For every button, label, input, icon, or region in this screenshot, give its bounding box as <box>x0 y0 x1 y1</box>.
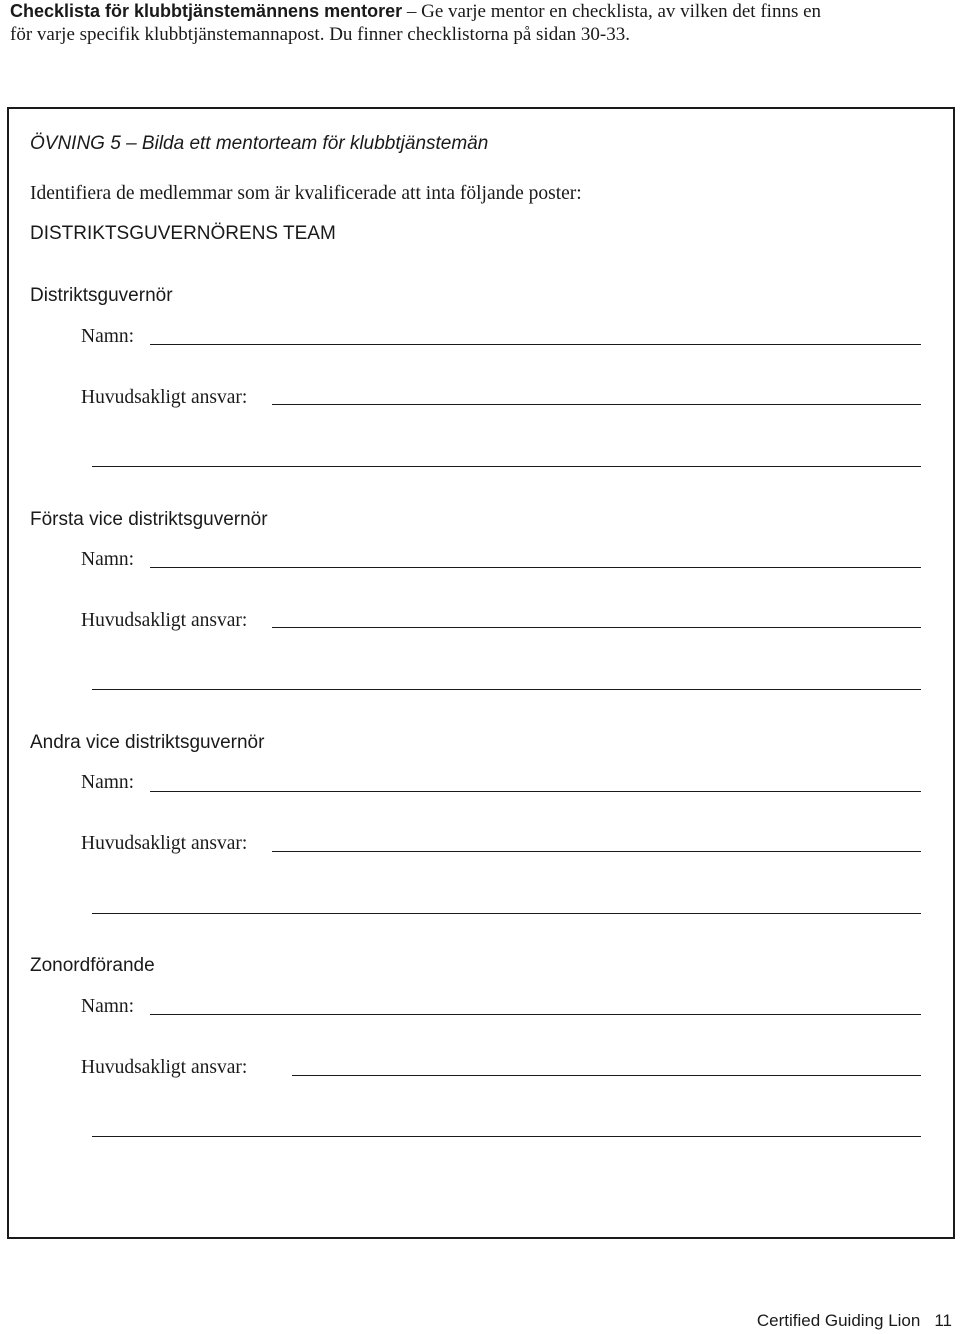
exercise-title: ÖVNING 5 – Bilda ett mentorteam för klubbtjänstemän <box>30 133 489 154</box>
page-number: 11 <box>934 1311 952 1330</box>
responsibility-input-line[interactable] <box>272 627 921 628</box>
name-input-line[interactable] <box>150 791 921 792</box>
responsibility-extra-line[interactable] <box>92 913 921 914</box>
responsibility-label: Huvudsakligt ansvar: <box>81 387 248 408</box>
footer-publication: Certified Guiding Lion <box>756 1311 921 1330</box>
intro-paragraph <box>10 0 940 46</box>
intro-heading: Checklista för klubbtjänstemännens mentorer <box>10 1 403 21</box>
name-label: Namn: <box>81 996 135 1017</box>
name-input-line[interactable] <box>150 567 921 568</box>
responsibility-input-line[interactable] <box>272 404 921 405</box>
intro-text-line-2: för varje specifik klubbtjänstemannapost. Du finner checklistorna på sidan 30-33. <box>10 24 630 45</box>
section-title-first-vice-governor: Första vice distriktsguvernör <box>30 509 268 530</box>
responsibility-label: Huvudsakligt ansvar: <box>81 1057 248 1078</box>
intro-dash: – <box>402 1 422 22</box>
page-footer <box>757 1311 952 1331</box>
responsibility-extra-line[interactable] <box>92 689 921 690</box>
name-label: Namn: <box>81 326 135 347</box>
exercise-instruction: Identifiera de medlemmar som är kvalificerade att inta följande poster: <box>30 183 582 204</box>
responsibility-extra-line[interactable] <box>92 1136 921 1137</box>
responsibility-label: Huvudsakligt ansvar: <box>81 833 248 854</box>
name-input-line[interactable] <box>150 344 921 345</box>
intro-text-line-1: Ge varje mentor en checklista, av vilken det finns en <box>421 1 822 22</box>
intro-line-1 <box>10 0 940 23</box>
section-title-zone-chair: Zonordförande <box>30 955 155 976</box>
responsibility-input-line[interactable] <box>272 851 921 852</box>
section-title-district-governor: Distriktsguvernör <box>30 285 173 306</box>
team-heading: DISTRIKTSGUVERNÖRENS TEAM <box>30 223 336 244</box>
responsibility-input-line[interactable] <box>292 1075 921 1076</box>
name-input-line[interactable] <box>150 1014 921 1015</box>
responsibility-extra-line[interactable] <box>92 466 921 467</box>
section-title-second-vice-governor: Andra vice distriktsguvernör <box>30 732 265 753</box>
name-label: Namn: <box>81 549 135 570</box>
name-label: Namn: <box>81 772 135 793</box>
responsibility-label: Huvudsakligt ansvar: <box>81 610 248 631</box>
